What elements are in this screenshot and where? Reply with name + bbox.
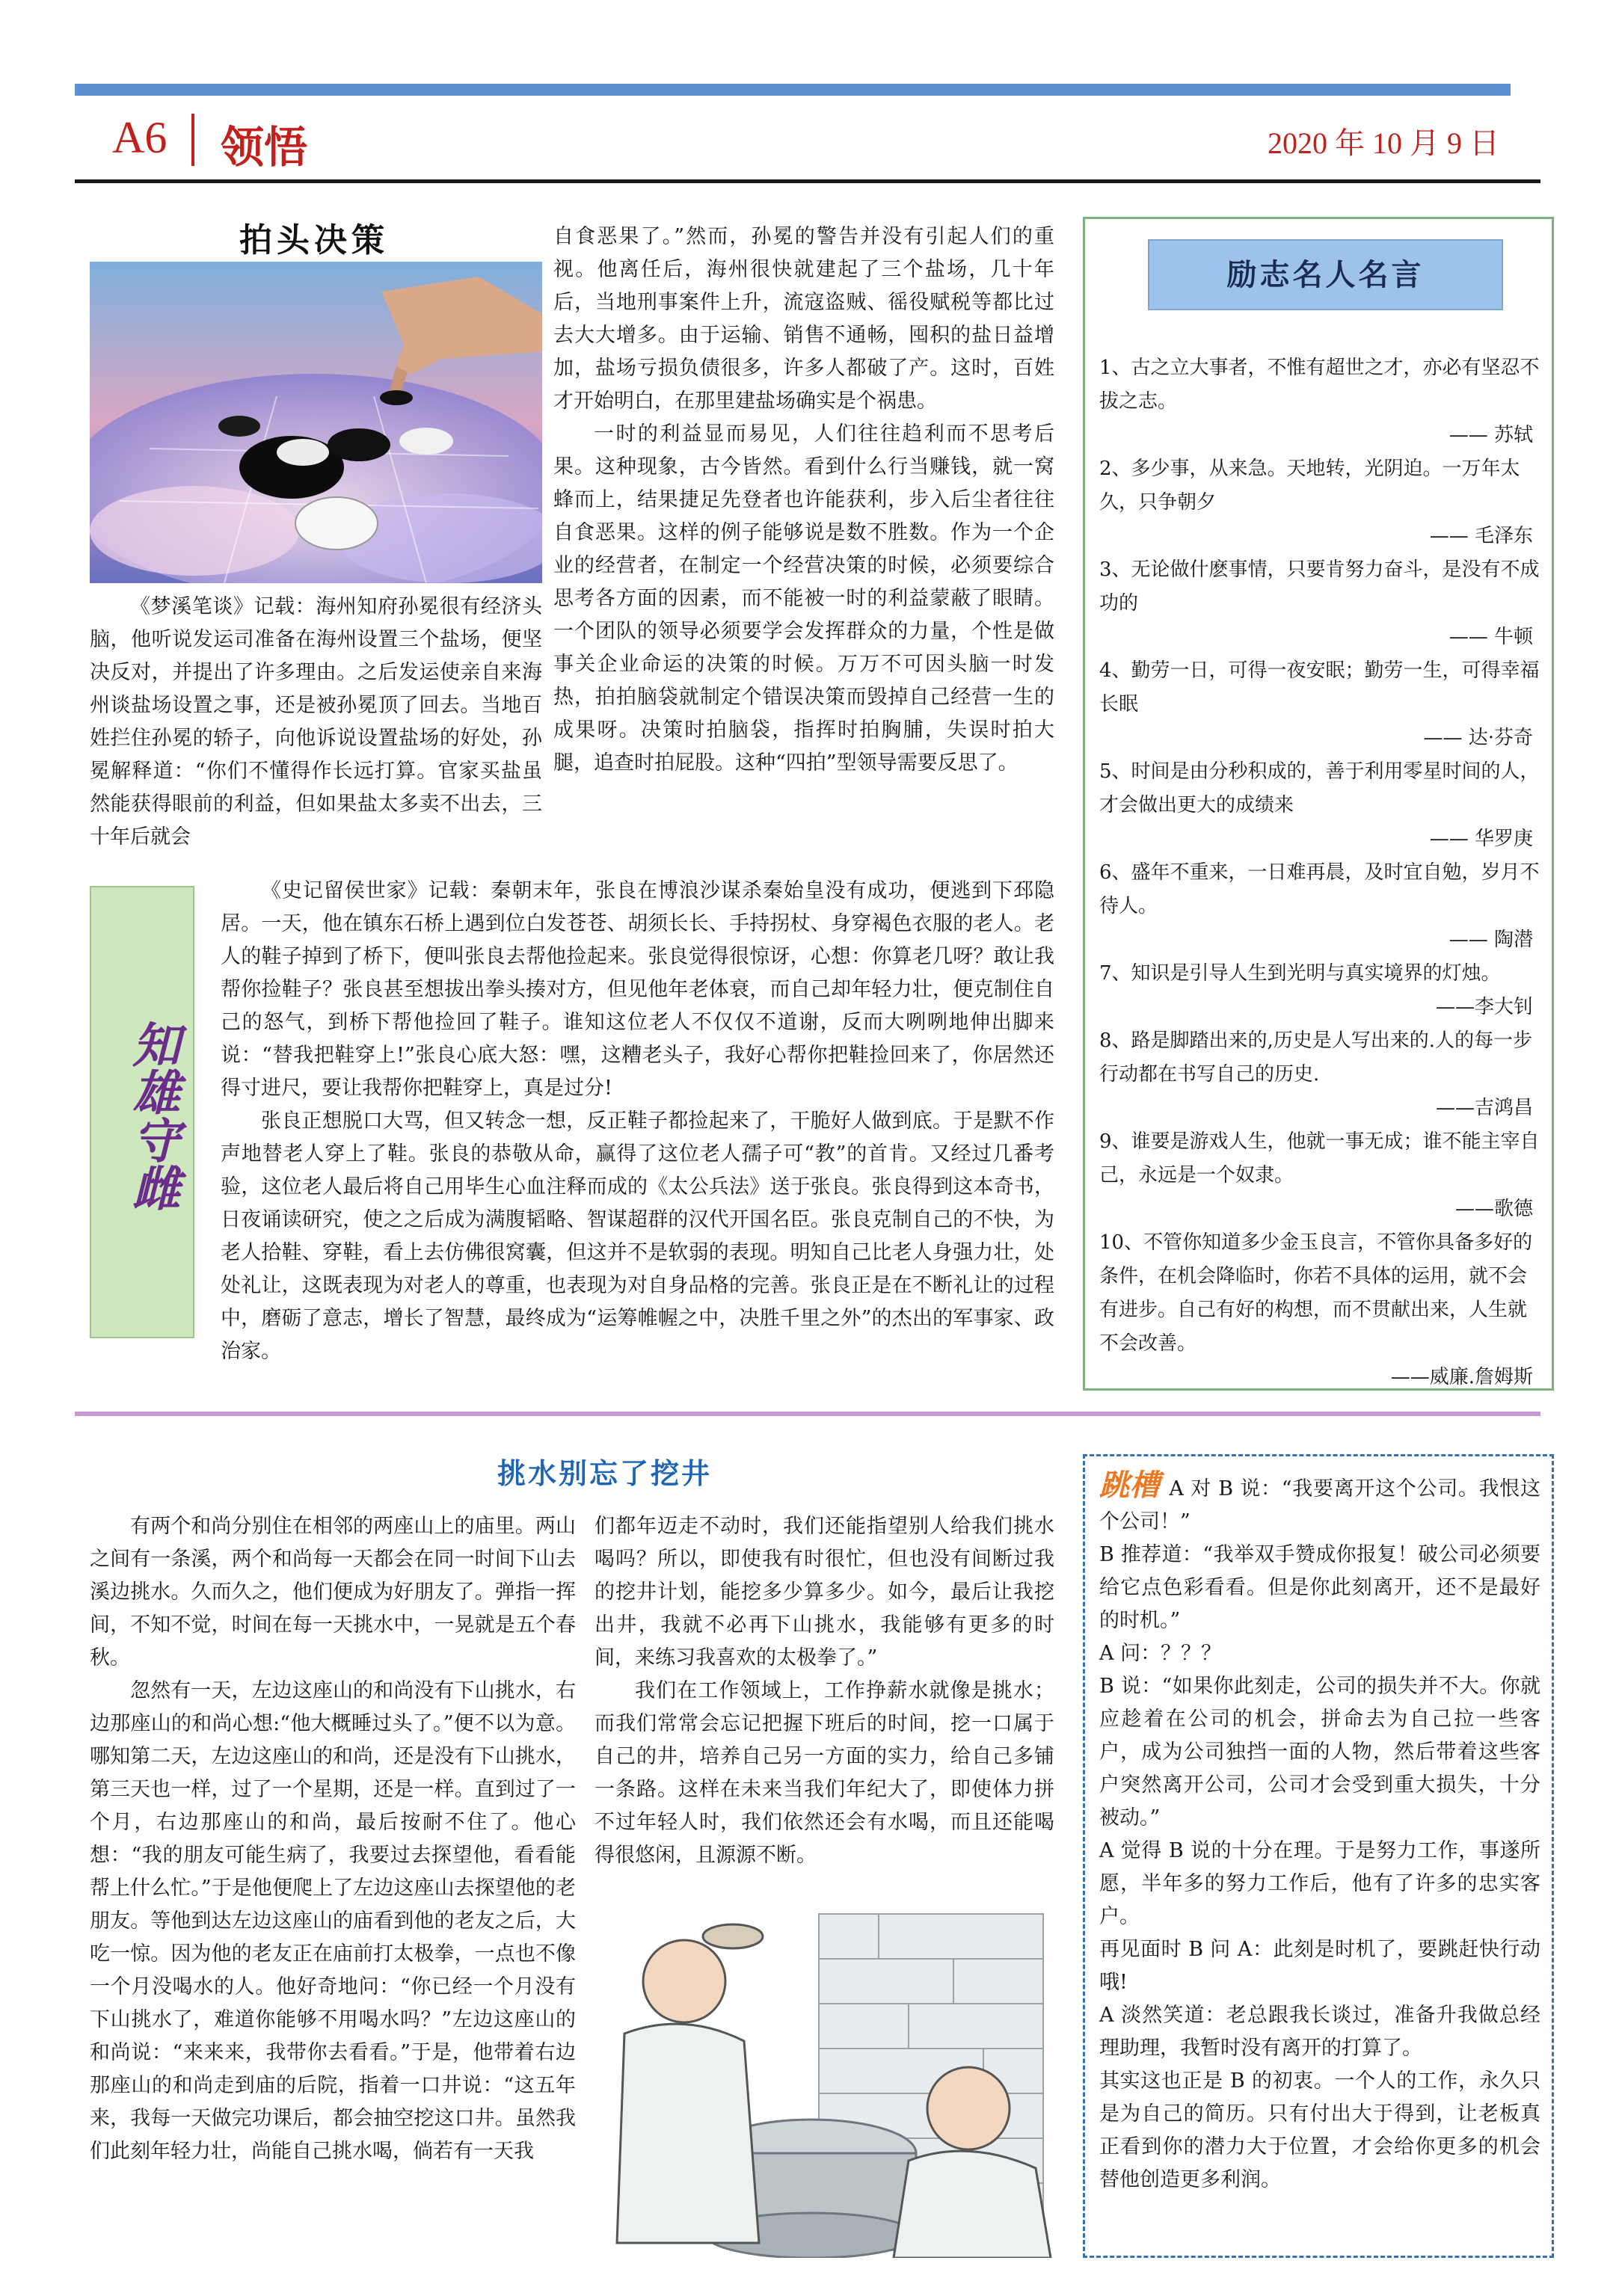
page-label: A6 [112, 113, 168, 162]
quote-author: ——吉鸿昌 [1435, 1097, 1533, 1119]
article1-col2-paragraph: 一时的利益显而易见，人们往往趋利而不思考后果。这种现象，古今皆然。看到什么行当赚钱，就一窝蜂而上，结果捷足先登者也许能获利，步入后尘者往往自食恶果。这样的例子能够说是数不胜数。作为一个企业的经营者，在制定一个经营决策的时候，必须要综合思考各方面的因素，而不能被一时的利益蒙蔽了眼睛。 一个团队的领导必须要学会发挥群众的力量，个性是做事关企业命运的决策的时候。万万不可因头脑一时发热，拍拍脑袋就制定个错误决策而毁掉自己经营一生的成果呀。决策时拍脑袋，指挥时拍胸脯，失误时拍大腿，追查时拍屁股。这种“四拍”型领导需要反思了。 [553, 422, 1054, 775]
header-rule [75, 179, 1540, 183]
quote-author: ——歌德 [1454, 1198, 1533, 1220]
quote-author: ——威廉.詹姆斯 [1390, 1366, 1533, 1388]
article3-paragraph: 我们在工作领域上，工作挣薪水就像是挑水；而我们常常会忘记把握下班后的时间，挖一口属于自己的井，培养自己另一方面的实力，给自己多铺一条路。这样在未来当我们年纪大了，即使体力拼不过年轻人时，我们依然还会有水喝，而且还能喝得很悠闲，且源源不断。 [595, 1679, 1054, 1867]
joke-paragraph: B 说：“如果你此刻走，公司的损失并不大。你就应趁着在公司的机会，拼命去为自己拉一些客户，成为公司独挡一面的人物，然后带着这些客户突然离开公司，公司才会受到重大损失，十分被动。” [1099, 1675, 1540, 1829]
article3-col2 [595, 1510, 1054, 1872]
quote-author: ——李大钊 [1435, 996, 1533, 1018]
joke-paragraph: A 觉得 B 说的十分在理。于是努力工作，事遂所愿，半年多的努力工作后，他有了许多的忠实客户。 [1099, 1839, 1540, 1928]
article1-title: 拍头决策 [239, 221, 389, 259]
quote-author: —— 陶潜 [1449, 929, 1533, 951]
joke-paragraph: A 淡然笑道：老总跟我长谈过，准备升我做总经理助理，我暂时没有离开的打算了。 [1099, 2004, 1540, 2060]
quote-author: —— 华罗庚 [1429, 828, 1533, 850]
section-divider [75, 1412, 1540, 1416]
article2-body [221, 875, 1054, 1368]
article1-image [90, 262, 542, 583]
article2-paragraph: 《史记留侯世家》记载：秦朝末年，张良在博浪沙谋杀秦始皇没有成功，便逃到下邳隐居。一天，他在镇东石桥上遇到位白发苍苍、胡须长长、手持拐杖、身穿褐色衣服的老人。老人的鞋子掉到了桥下，便叫张良去帮他捡起来。张良觉得很惊讶，心想：你算老几呀？敢让我帮你捡鞋子？张良甚至想拔出拳头揍对方，但见他年老体衰，而自己却年轻力壮，便克制住自己的怒气，到桥下帮他捡回了鞋子。谁知这位老人不仅仅不道谢，反而大咧咧地伸出脚来说：“替我把鞋穿上!”张良心底大怒：嘿，这糟老头子，我好心帮你把鞋捡回来了，你居然还得寸进尺，要让我帮你把鞋穿上，真是过分! [221, 879, 1054, 1100]
quote-text: 1、古之立大事者，不惟有超世之才，亦必有坚忍不拔之志。 [1099, 357, 1540, 413]
quote-text: 2、多少事，从来急。天地转，光阴迫。一万年太久，只争朝夕 [1099, 458, 1520, 514]
quote-text: 6、盛年不重来，一日难再晨，及时宜自勉，岁月不待人。 [1099, 861, 1540, 917]
article3-paragraph: 忽然有一天，左边这座山的和尚没有下山挑水，右边那座山的和尚心想:“他大概睡过头了。”便不以为意。哪知第二天，左边这座山的和尚，还是没有下山挑水，第三天也一样，过了一个星期，还是一样。直到过了一个月，右边那座山的和尚，最后按耐不住了。他心想：“我的朋友可能生病了，我要过去探望他，看看能帮上什么忙。”于是他便爬上了左边这座山去探望他的老朋友。等他到达左边这座山的庙看到他的老友之后，大吃一惊。因为他的老友正在庙前打太极拳，一点也不像一个月没喝水的人。他好奇地问：“你已经一个月没有下山挑水了，难道你能够不用喝水吗？”左边这座山的和尚说：“来来来，我带你去看看。”于是，他带着右边那座山的和尚走到庙的后院，指着一口井说：“这五年来，我每一天做完功课后，都会抽空挖这口井。虽然我们此刻年轻力壮，尚能自己挑水喝，倘若有一天我 [90, 1679, 576, 2163]
article2-title: 知雄守雌 [124, 1020, 180, 1211]
article2-title-box [90, 886, 194, 1338]
joke-paragraph: A 问：？？？ [1099, 1642, 1222, 1665]
article3-title: 挑水别忘了挖井 [497, 1456, 713, 1490]
quotes-title: 励志名人名言 [1148, 239, 1503, 310]
article1-col1-paragraph: 《梦溪笔谈》记载：海州知府孙冕很有经济头脑，他听说发运司准备在海州设置三个盐场，便坚决反对，并提出了许多理由。之后发运使亲自来海州谈盐场设置之事，还是被孙冕顶了回去。当地百姓拦住孙冕的轿子，向他诉说设置盐场的好处，孙冕解释道：“你们不懂得作长远打算。官家买盐虽然能获得眼前的利益，但如果盐太多卖不出去，三十年后就会 [90, 595, 542, 849]
joke-paragraph: 再见面时 B 问 A：此刻是时机了，要跳赶快行动哦! [1099, 1938, 1540, 1994]
article3-image [595, 1884, 1062, 2258]
quote-author: —— 牛顿 [1449, 626, 1533, 648]
header-separator [191, 114, 194, 166]
joke-paragraph: 其实这也正是 B 的初衷。一个人的工作，永久只是为自己的简历。只有付出大于得到，让老板真正看到你的潜力大于位置，才会给你更多的机会替他创造更多利润。 [1099, 2069, 1540, 2191]
joke-paragraph: B 推荐道：“我举双手赞成你报复！破公司必须要给它点色彩看看。但是你此刻离开，还不是最好的时机。” [1099, 1543, 1540, 1632]
quote-text: 4、勤劳一日，可得一夜安眠；勤劳一生，可得幸福长眠 [1099, 659, 1540, 715]
quote-text: 3、无论做什麽事情，只要肯努力奋斗，是没有不成功的 [1099, 558, 1540, 615]
issue-date: 2020 年 10 月 9 日 [1268, 126, 1499, 160]
quote-author: —— 达·芬奇 [1423, 727, 1533, 749]
joke-body [1099, 1469, 1540, 2197]
article1-col2-paragraph: 自食恶果了。”然而，孙冕的警告并没有引起人们的重视。他离任后，海州很快就建起了三个盐场，几十年后，当地刑事案件上升，流寇盗贼、徭役赋税等都比过去大大增多。由于运输、销售不通畅，囤积的盐日益增加，盐场亏损负债很多，许多人都破了产。这时，百姓才开始明白，在那里建盐场确实是个祸患。 [553, 225, 1054, 413]
quote-author: —— 苏轼 [1449, 424, 1533, 446]
article3-paragraph: 们都年迈走不动时，我们还能指望别人给我们挑水喝吗？所以，即使我有时很忙，但也没有间断过我的挖井计划，能挖多少算多少。如今，最后让我挖出井，我就不必再下山挑水，我能够有更多的时间，来练习我喜欢的太极拳了。” [595, 1515, 1054, 1669]
joke-paragraph: A 对 B 说：“我要离开这个公司。我恨这个公司！” [1099, 1477, 1541, 1533]
section-title: 领悟 [221, 122, 308, 173]
article1-col1 [90, 591, 542, 854]
article3-col1 [90, 1510, 576, 2168]
quote-text: 5、时间是由分秒积成的，善于利用零星时间的人，才会做出更大的成绩来 [1099, 760, 1540, 816]
article1-col2 [553, 221, 1054, 780]
quotes-list [1099, 351, 1540, 1394]
article2-paragraph: 张良正想脱口大骂，但又转念一想，反正鞋子都捡起来了，干脆好人做到底。于是默不作声地替老人穿上了鞋。张良的恭敬从命，赢得了这位老人孺子可“教”的首肯。又经过几番考验，这位老人最后将自己用毕生心血注释而成的《太公兵法》送于张良。张良得到这本奇书，日夜诵读研究，使之之后成为满腹韬略、智谋超群的汉代开国名臣。张良克制自己的不快，为老人拾鞋、穿鞋，看上去仿佛很窝囊，但这并不是软弱的表现。明知自己比老人身强力壮，处处礼让，这既表现为对老人的尊重，也表现为对自身品格的完善。张良正是在不断礼让的过程中，磨砺了意志，增长了智慧，最终成为“运筹帷幄之中，决胜千里之外”的杰出的军事家、政治家。 [221, 1109, 1054, 1363]
quote-text: 9、谁要是游戏人生，他就一事无成；谁不能主宰自己，永远是一个奴隶。 [1099, 1130, 1540, 1187]
joke-label: 跳槽 [1099, 1468, 1161, 1503]
quote-author: —— 毛泽东 [1429, 525, 1533, 547]
article3-paragraph: 有两个和尚分别住在相邻的两座山上的庙里。两山之间有一条溪，两个和尚每一天都会在同一时间下山去溪边挑水。久而久之，他们便成为好朋友了。弹指一挥间，不知不觉，时间在每一天挑水中，一晃就是五个春秋。 [90, 1515, 576, 1669]
quote-text: 10、不管你知道多少金玉良言，不管你具备多好的条件，在机会降临时，你若不具体的运用，就不会有进步。自己有好的构想，而不贯献出来，人生就不会改善。 [1099, 1231, 1533, 1355]
top-color-bar [75, 84, 1511, 96]
quote-text: 7、知识是引导人生到光明与真实境界的灯烛。 [1099, 962, 1501, 985]
quote-text: 8、路是脚踏出来的,历史是人写出来的.人的每一步行动都在书写自己的历史. [1099, 1029, 1533, 1086]
